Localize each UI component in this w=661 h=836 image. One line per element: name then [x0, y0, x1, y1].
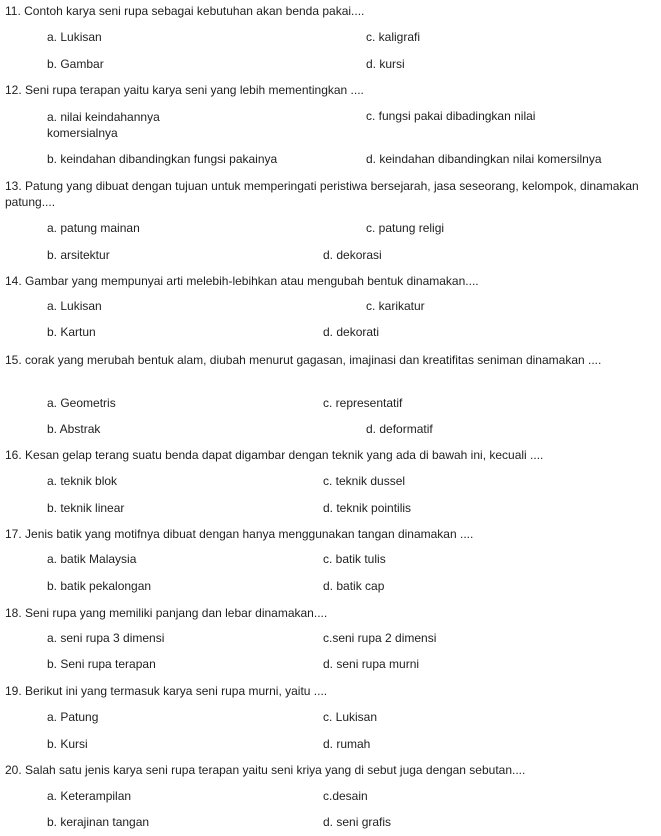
- question-text: 18. Seni rupa yang memiliki panjang dan lebar dinamakan....: [5, 606, 328, 620]
- option-b: b. Kartun: [47, 325, 96, 339]
- option-d: d. rumah: [323, 737, 371, 751]
- option-a: a. nilai keindahannya komersialnya: [47, 110, 160, 140]
- option-a: a. Patung: [47, 710, 99, 724]
- question-text: 19. Berikut ini yang termasuk karya seni rupa murni, yaitu ....: [5, 684, 328, 698]
- option-a: a. Lukisan: [47, 30, 102, 44]
- question-text: 11. Contoh karya seni rupa sebagai kebutuhan akan benda pakai....: [5, 4, 365, 18]
- option-b: b. keindahan dibandingkan fungsi pakainya: [47, 152, 278, 166]
- question-text: 13. Patung yang dibuat dengan tujuan untuk memperingati peristiwa bersejarah, jasa seseorang, kelompok, dinamakan patung....: [5, 179, 639, 209]
- option-d: d. kursi: [366, 57, 405, 71]
- option-c: c.desain: [323, 789, 368, 803]
- option-c: c. fungsi pakai dibadingkan nilai: [366, 109, 536, 123]
- option-a: a. seni rupa 3 dimensi: [47, 631, 165, 645]
- option-b: b. batik pekalongan: [47, 579, 152, 593]
- question-text: 12. Seni rupa terapan yaitu karya seni yang lebih mementingkan ....: [5, 83, 364, 97]
- option-d: d. batik cap: [323, 579, 385, 593]
- option-d: d. keindahan dibandingkan nilai komersilnya: [366, 152, 602, 166]
- question-text: 20. Salah satu jenis karya seni rupa terapan yaitu seni kriya yang di sebut juga dengan sebutan....: [5, 763, 526, 777]
- option-b: b. Seni rupa terapan: [47, 657, 156, 671]
- option-c: c. Lukisan: [323, 710, 378, 724]
- option-b: b. Abstrak: [47, 422, 101, 436]
- option-d: d. deformatif: [366, 422, 433, 436]
- option-c: c. karikatur: [366, 299, 425, 313]
- option-c: c. patung religi: [366, 221, 445, 235]
- option-d: d. teknik pointilis: [323, 501, 412, 515]
- option-d: d. dekorati: [323, 325, 380, 339]
- option-d: d. seni grafis: [323, 815, 392, 829]
- question-text: 14. Gambar yang mempunyai arti melebih-lebihkan atau mengubah bentuk dinamakan....: [5, 274, 479, 288]
- question-text: 17. Jenis batik yang motifnya dibuat dengan hanya menggunakan tangan dinamakan ....: [5, 527, 474, 541]
- option-a: a. Keterampilan: [47, 789, 132, 803]
- option-a: a. Lukisan: [47, 299, 102, 313]
- question-text: 15. corak yang merubah bentuk alam, diubah menurut gagasan, imajinasi dan kreatifitas seniman dinamakan ....: [5, 353, 602, 367]
- option-c: c. teknik dussel: [323, 474, 406, 488]
- option-b: b. teknik linear: [47, 501, 125, 515]
- question-text: 16. Kesan gelap terang suatu benda dapat digambar dengan teknik yang ada di bawah ini, kecuali ....: [5, 448, 544, 462]
- option-b: b. arsitektur: [47, 248, 110, 262]
- option-c: c. representatif: [323, 396, 403, 410]
- option-b: b. kerajinan tangan: [47, 815, 150, 829]
- option-a: a. Geometris: [47, 396, 116, 410]
- option-a: a. patung mainan: [47, 221, 140, 235]
- option-a: a. teknik blok: [47, 474, 118, 488]
- option-c: c. batik tulis: [323, 552, 386, 566]
- option-b: b. Gambar: [47, 57, 104, 71]
- option-c: c.seni rupa 2 dimensi: [323, 631, 437, 645]
- option-a: a. batik Malaysia: [47, 552, 137, 566]
- option-b: b. Kursi: [47, 737, 88, 751]
- option-d: d. seni rupa murni: [323, 657, 420, 671]
- option-d: d. dekorasi: [323, 248, 382, 262]
- option-c: c. kaligrafi: [366, 30, 421, 44]
